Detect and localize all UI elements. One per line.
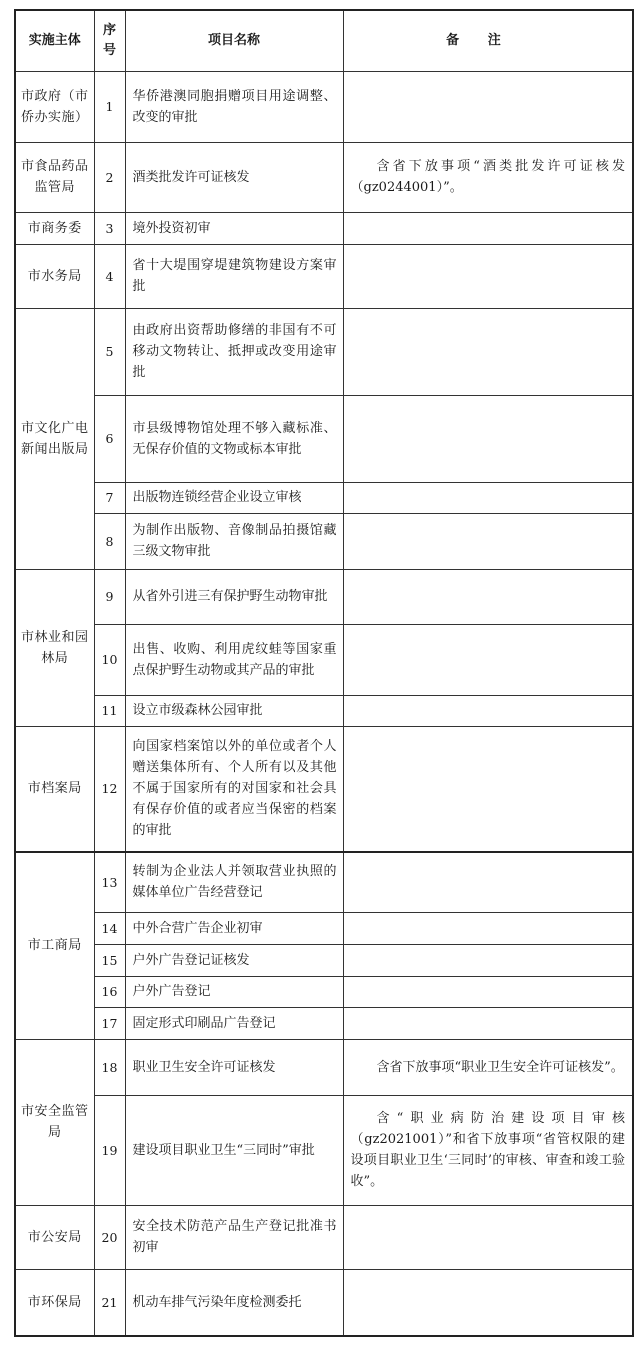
entity-cell: 市安全监管局 <box>15 1039 94 1205</box>
remark-cell <box>343 726 633 852</box>
remark-cell <box>343 695 633 726</box>
seq-cell: 8 <box>94 513 125 569</box>
table-row <box>15 624 633 695</box>
remark-cell <box>343 212 633 244</box>
table-row <box>15 71 633 142</box>
item-name-cell: 为制作出版物、音像制品拍摄馆藏三级文物审批 <box>125 513 343 569</box>
item-name-cell: 境外投资初审 <box>125 212 343 244</box>
header-remark: 备注 <box>343 10 633 71</box>
remark-cell <box>343 912 633 944</box>
seq-cell: 6 <box>94 395 125 482</box>
seq-cell: 10 <box>94 624 125 695</box>
seq-cell: 9 <box>94 569 125 624</box>
table-row <box>15 695 633 726</box>
seq-cell: 19 <box>94 1095 125 1205</box>
remark-cell <box>343 976 633 1007</box>
item-name-cell: 转制为企业法人并领取营业执照的媒体单位广告经营登记 <box>125 852 343 912</box>
remark-cell <box>343 1205 633 1269</box>
item-name-cell: 户外广告登记证核发 <box>125 944 343 976</box>
table-row <box>15 1039 633 1095</box>
table-row <box>15 1205 633 1269</box>
item-name-cell: 省十大堤围穿堤建筑物建设方案审批 <box>125 244 343 308</box>
item-name-cell: 职业卫生安全许可证核发 <box>125 1039 343 1095</box>
seq-cell: 2 <box>94 142 125 212</box>
item-name-cell: 出售、收购、利用虎纹蛙等国家重点保护野生动物或其产品的审批 <box>125 624 343 695</box>
seq-cell: 1 <box>94 71 125 142</box>
remark-cell <box>343 569 633 624</box>
item-name-cell: 由政府出资帮助修缮的非国有不可移动文物转让、抵押或改变用途审批 <box>125 308 343 395</box>
item-name-cell: 设立市级森林公园审批 <box>125 695 343 726</box>
seq-cell: 20 <box>94 1205 125 1269</box>
table-row <box>15 482 633 513</box>
seq-cell: 3 <box>94 212 125 244</box>
entity-cell: 市工商局 <box>15 852 94 1039</box>
table-row <box>15 726 633 852</box>
entity-cell: 市环保局 <box>15 1269 94 1336</box>
seq-cell: 11 <box>94 695 125 726</box>
entity-cell: 市文化广电新闻出版局 <box>15 308 94 569</box>
seq-cell: 4 <box>94 244 125 308</box>
item-name-cell: 从省外引进三有保护野生动物审批 <box>125 569 343 624</box>
remark-cell: 含省下放事项“职业卫生安全许可证核发”。 <box>343 1039 633 1095</box>
item-name-cell: 向国家档案馆以外的单位或者个人赠送集体所有、个人所有以及其他不属于国家所有的对国家和社会具有保存价值的或者应当保密的档案的审批 <box>125 726 343 852</box>
header-entity: 实施主体 <box>15 10 94 71</box>
remark-cell <box>343 852 633 912</box>
table-row <box>15 569 633 624</box>
item-name-cell: 建设项目职业卫生“三同时”审批 <box>125 1095 343 1205</box>
table-row <box>15 244 633 308</box>
item-name-cell: 酒类批发许可证核发 <box>125 142 343 212</box>
remark-cell <box>343 308 633 395</box>
entity-cell: 市商务委 <box>15 212 94 244</box>
item-name-cell: 安全技术防范产品生产登记批准书初审 <box>125 1205 343 1269</box>
table-row <box>15 912 633 944</box>
seq-cell: 21 <box>94 1269 125 1336</box>
remark-cell <box>343 944 633 976</box>
seq-cell: 14 <box>94 912 125 944</box>
table-row <box>15 944 633 976</box>
table-row <box>15 212 633 244</box>
table-row <box>15 1269 633 1336</box>
table-row <box>15 308 633 395</box>
seq-cell: 16 <box>94 976 125 1007</box>
remark-cell <box>343 482 633 513</box>
item-name-cell: 机动车排气污染年度检测委托 <box>125 1269 343 1336</box>
item-name-cell: 固定形式印刷品广告登记 <box>125 1007 343 1039</box>
remark-cell <box>343 624 633 695</box>
item-name-cell: 户外广告登记 <box>125 976 343 1007</box>
remark-cell <box>343 71 633 142</box>
seq-cell: 13 <box>94 852 125 912</box>
entity-cell: 市政府（市侨办实施） <box>15 71 94 142</box>
table-row <box>15 976 633 1007</box>
seq-cell: 15 <box>94 944 125 976</box>
table-row <box>15 395 633 482</box>
table-row <box>15 513 633 569</box>
remark-cell <box>343 244 633 308</box>
table-row <box>15 1007 633 1039</box>
item-name-cell: 出版物连锁经营企业设立审核 <box>125 482 343 513</box>
approval-items-table <box>14 9 634 1337</box>
seq-cell: 7 <box>94 482 125 513</box>
remark-cell <box>343 395 633 482</box>
item-name-cell: 华侨港澳同胞捐赠项目用途调整、改变的审批 <box>125 71 343 142</box>
remark-cell <box>343 1007 633 1039</box>
item-name-cell: 市县级博物馆处理不够入藏标准、无保存价值的文物或标本审批 <box>125 395 343 482</box>
entity-cell: 市公安局 <box>15 1205 94 1269</box>
entity-cell: 市档案局 <box>15 726 94 852</box>
table-row <box>15 142 633 212</box>
remark-cell: 含“职业病防治建设项目审核（gz2021001）”和省下放事项“省管权限的建设项目职业卫生‘三同时’的审核、审查和竣工验收”。 <box>343 1095 633 1205</box>
table-row <box>15 852 633 912</box>
table-row <box>15 1095 633 1205</box>
entity-cell: 市水务局 <box>15 244 94 308</box>
remark-cell <box>343 1269 633 1336</box>
seq-cell: 18 <box>94 1039 125 1095</box>
seq-cell: 5 <box>94 308 125 395</box>
remark-cell: 含省下放事项“酒类批发许可证核发（gz0244001）”。 <box>343 142 633 212</box>
seq-cell: 17 <box>94 1007 125 1039</box>
remark-cell <box>343 513 633 569</box>
entity-cell: 市林业和园林局 <box>15 569 94 726</box>
header-seq: 序号 <box>94 10 125 71</box>
seq-cell: 12 <box>94 726 125 852</box>
header-name: 项目名称 <box>125 10 343 71</box>
entity-cell: 市食品药品监管局 <box>15 142 94 212</box>
item-name-cell: 中外合营广告企业初审 <box>125 912 343 944</box>
